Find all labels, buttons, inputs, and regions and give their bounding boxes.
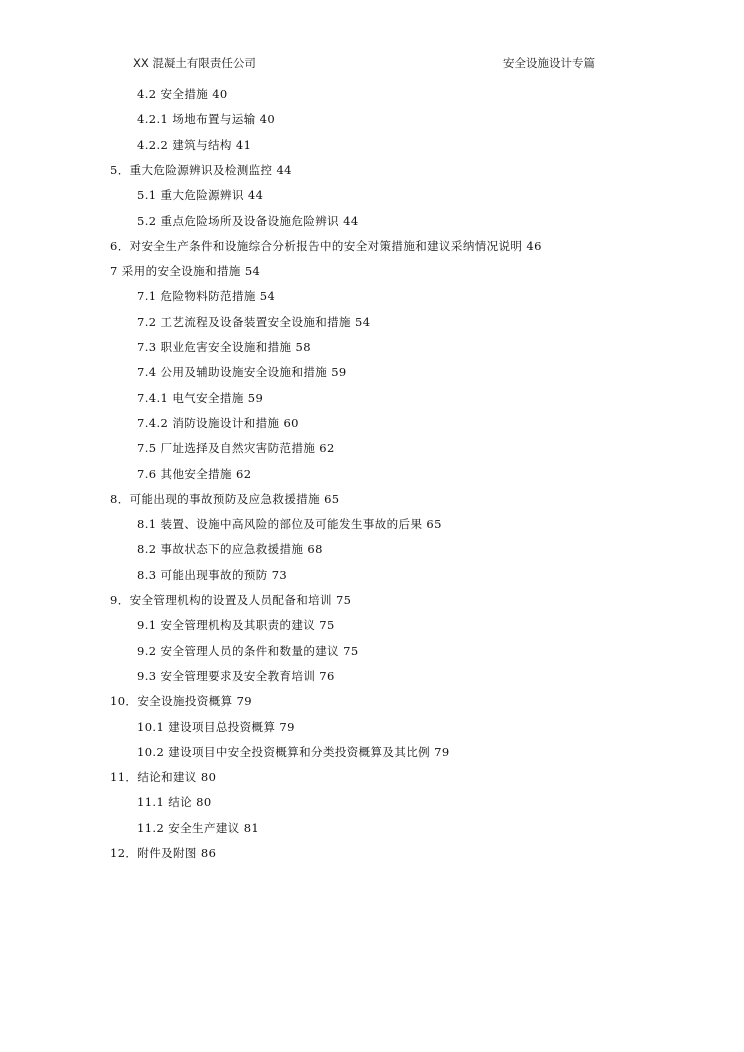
- toc-entry[interactable]: 9.1 安全管理机构及其职责的建议 75: [137, 618, 335, 633]
- toc-entry[interactable]: 7.5 厂址选择及自然灾害防范措施 62: [137, 441, 335, 456]
- toc-entry[interactable]: 7.4.2 消防设施设计和措施 60: [137, 415, 299, 430]
- toc-entry[interactable]: 8.3 可能出现事故的预防 73: [137, 567, 288, 582]
- toc-entry[interactable]: 6．对安全生产条件和设施综合分析报告中的安全对策措施和建议采纳情况说明 46: [110, 238, 542, 253]
- toc-entry[interactable]: 10．安全设施投资概算 79: [110, 694, 253, 709]
- toc-entry[interactable]: 7.2 工艺流程及设备装置安全设施和措施 54: [137, 314, 371, 329]
- toc-entry[interactable]: 8.1 装置、设施中高风险的部位及可能发生事故的后果 65: [137, 517, 442, 532]
- toc-entry[interactable]: 12．附件及附图 86: [110, 846, 217, 860]
- header-doc-title: 安全设施设计专篇: [503, 56, 595, 70]
- toc-entry[interactable]: 4.2.1 场地布置与运输 40: [137, 112, 276, 127]
- toc-entry[interactable]: 7.6 其他安全措施 62: [137, 466, 252, 481]
- toc-entry[interactable]: 7 采用的安全设施和措施 54: [110, 264, 261, 279]
- toc-entry[interactable]: 7.1 危险物料防范措施 54: [137, 289, 276, 304]
- toc-entry[interactable]: 7.4.1 电气安全措施 59: [137, 390, 264, 405]
- toc-entry[interactable]: 8．可能出现的事故预防及应急救援措施 65: [110, 491, 340, 506]
- toc-entry[interactable]: 10.2 建设项目中安全投资概算和分类投资概算及其比例 79: [137, 744, 450, 759]
- toc-entry[interactable]: 11.1 结论 80: [137, 795, 212, 810]
- toc-entry[interactable]: 11.2 安全生产建议 81: [137, 820, 260, 835]
- toc-entry[interactable]: 4.2 安全措施 40: [137, 87, 228, 101]
- toc-entry[interactable]: 9．安全管理机构的设置及人员配备和培训 75: [110, 593, 352, 607]
- toc-entry[interactable]: 10.1 建设项目总投资概算 79: [137, 719, 295, 734]
- toc-entry[interactable]: 11．结论和建议 80: [110, 770, 217, 785]
- toc-entry[interactable]: 5．重大危险源辨识及检测监控 44: [110, 162, 292, 177]
- toc-entry[interactable]: 9.2 安全管理人员的条件和数量的建议 75: [137, 643, 359, 658]
- toc-entry[interactable]: 4.2.2 建筑与结构 41: [137, 137, 252, 152]
- toc-entry[interactable]: 8.2 事故状态下的应急救援措施 68: [137, 542, 323, 557]
- header-company: XX 混凝土有限责任公司: [133, 56, 256, 70]
- toc-entry[interactable]: 9.3 安全管理要求及安全教育培训 76: [137, 668, 335, 683]
- toc-entry[interactable]: 7.4 公用及辅助设施安全设施和措施 59: [137, 365, 347, 380]
- toc-entry[interactable]: 7.3 职业危害安全设施和措施 58: [137, 340, 311, 354]
- toc-entry[interactable]: 5.1 重大危险源辨识 44: [137, 188, 264, 203]
- toc-entry[interactable]: 5.2 重点危险场所及设备设施危险辨识 44: [137, 213, 359, 228]
